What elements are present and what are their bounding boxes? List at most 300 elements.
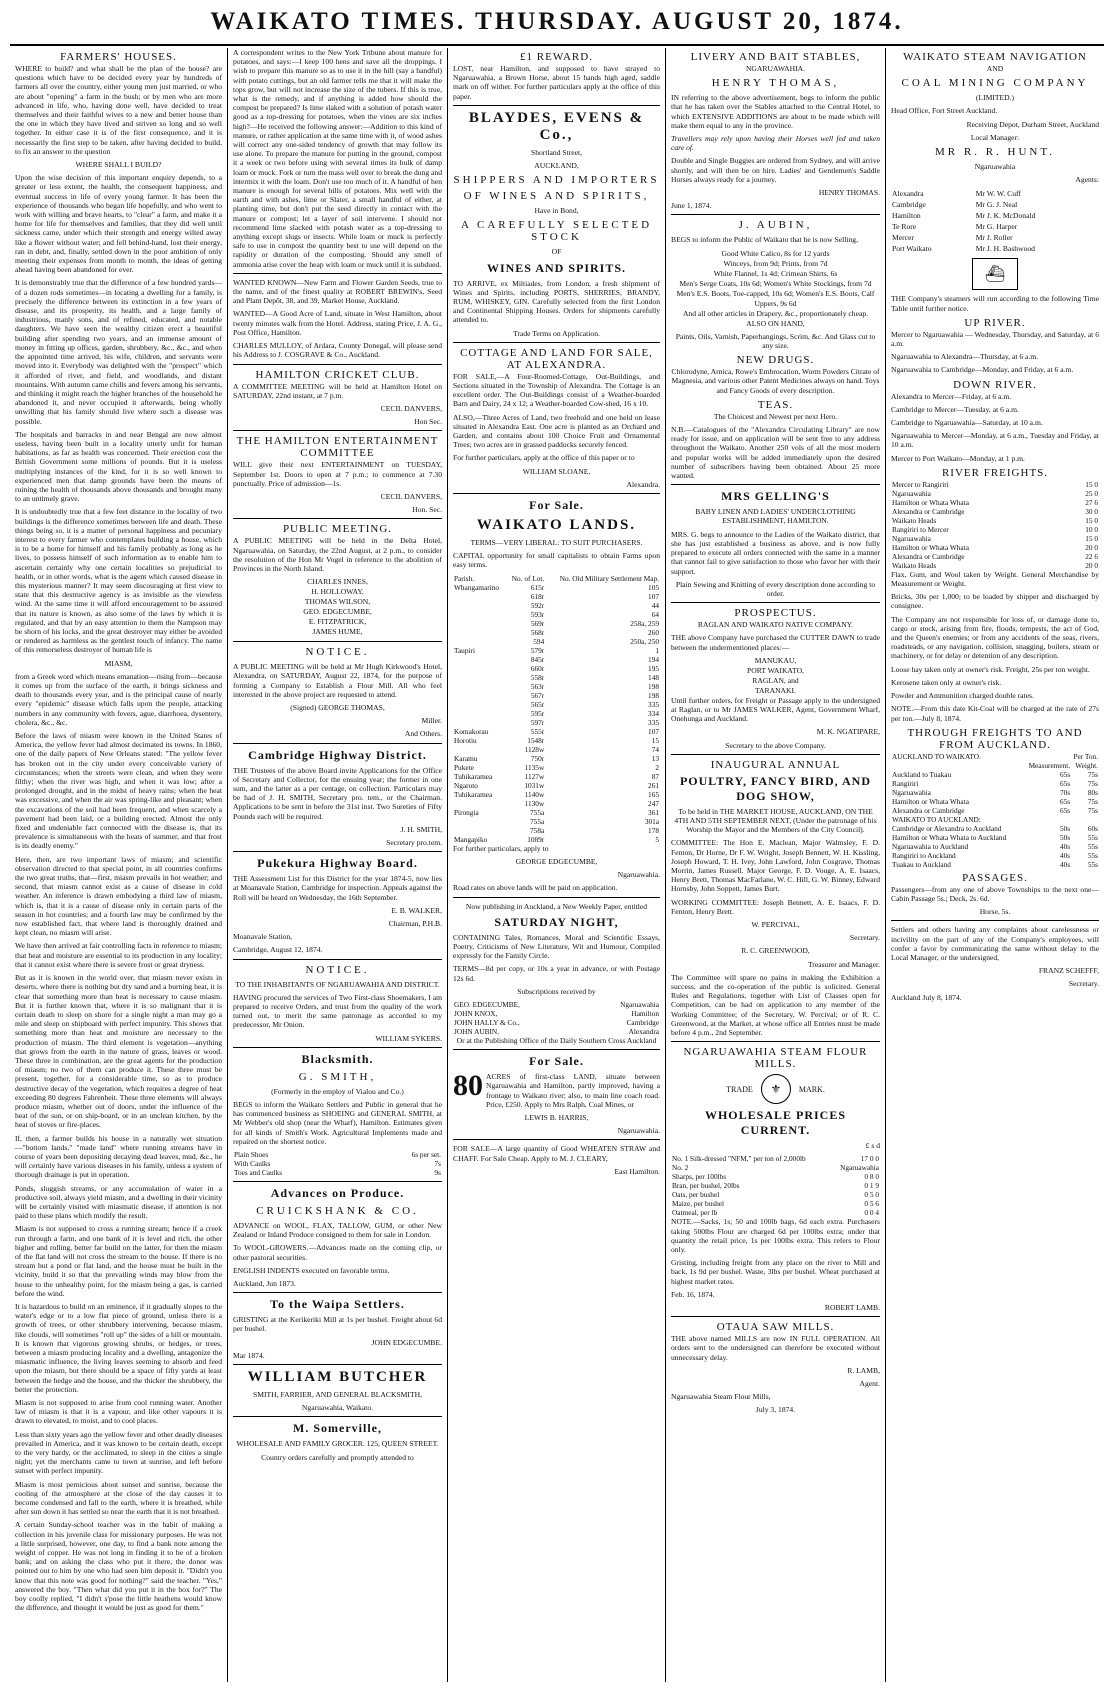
map-cell: 107 [648, 591, 659, 601]
parish-cell [453, 637, 506, 646]
lot-cell: 755a [530, 807, 545, 817]
parish-cell [453, 700, 506, 709]
blacksmith-name: G. SMITH, [298, 1070, 377, 1083]
price-item: No. 2 [672, 1163, 689, 1173]
waipa-signature: JOHN EDGECUMBE. [371, 1337, 442, 1347]
parish-cell: Tuhikaramea [454, 771, 493, 781]
freight-route: Waikato Heads [892, 560, 937, 570]
port-name: PORT WAIKATO, [747, 665, 804, 675]
saw-mills-signature: R. LAMB, [847, 1365, 880, 1375]
price-value: 17 0 0 [860, 1154, 879, 1164]
measurement-rate: 50s [1059, 823, 1071, 833]
freight-route: Ngaruawahia [892, 488, 931, 498]
article-paragraph: But as it is known in the world over, that miasm never exists in deserts, where there is nothing but dry sand and a burning heat, it is clear that something more than heat is necessary to cause miasm. But it is further known that, where it is so malignant that it is certain death to sleep on shore for a single night a man may go a mile and sleep on shipboard with perfect impunity. This shows that something more than heat and moisture are necessary to the production of miasm. The third element is vegetation—anything that grows from the earth in the nature of grass, leaves or wood. These three in combination, are the great agents for the production of miasm; no two of them can produce it. These three must be present, together, for a considerable time, so as to produce destructive decay of the vegetation, which requires a degree of heat exceeding 80 degrees Fahrenheit. These three elements will always produce miasm, whether out of doors, under the influence of the heat of the sun, or on ship-board, or in an unclean kitchen, by the heat of stoves or fire-places. [15, 973, 222, 1130]
weight-rate: 55s [1087, 832, 1098, 842]
parish-cell: Komakorau [454, 726, 489, 736]
divider [233, 273, 442, 274]
passages-title: PASSAGES. [962, 871, 1028, 884]
poultry-signature-2: R. C. GREENWOOD, [741, 946, 810, 956]
parish-cell: Pirongia [454, 807, 479, 817]
farmers-houses-title: FARMERS' HOUSES. [60, 51, 177, 63]
article-paragraph: Miasm is most pernicious about sunset and sunrise, because the cooling of the atmosphere at the close of the day causes it to become condensed and fall to the earth, where it is breathed, while after sun down it has settled so near the earth that it is not breathed. [15, 1479, 222, 1517]
column-3 [448, 48, 666, 1682]
divider [453, 493, 660, 494]
parish-cell: Tuhikaramea [454, 789, 493, 799]
map-cell: 198 [648, 681, 659, 691]
weight-rate: 75s [1087, 796, 1098, 806]
freights-body-6: Powder and Ammunition charged double rates. [891, 691, 1034, 701]
waikato-lands-signature-place: Ngaruawahia. [617, 870, 660, 880]
somerville-body: WHOLESALE AND FAMILY GROCER. 125, QUEEN STREET. [236, 1439, 439, 1449]
freight-route: Hamilton or Whata Whata [892, 542, 969, 552]
lot-cell: 750r [530, 753, 545, 763]
divider [671, 754, 880, 755]
table-row [453, 754, 660, 763]
somerville-foot: Country orders carefully and promptly attended to [261, 1452, 414, 1462]
table-row [453, 637, 660, 646]
lot-cell: 593r [530, 609, 545, 619]
table-row [453, 655, 660, 664]
lot-cell: 1548r [527, 735, 545, 745]
waikato-lands-table [453, 574, 660, 844]
lot-cell: 755a [530, 816, 545, 826]
table-header-row [453, 574, 660, 583]
saw-mills-body: THE above named MILLS are now IN FULL OPERATION. All orders sent to the undersigned can therefore be executed without unnecessary delay. [671, 1334, 880, 1362]
settlers-date: Auckland July 8, 1874. [891, 992, 962, 1002]
river-freights-title: RIVER FREIGHTS. [941, 466, 1049, 479]
map-cell: 335 [648, 717, 659, 727]
freight-row [891, 534, 1099, 543]
price-item: Toes and Caulks [234, 1168, 283, 1178]
gelling-subtitle: BABY LINEN AND LADIES' UNDERCLOTHING ESTABLISHMENT, HAMILTON. [695, 507, 856, 526]
blaydes-city: AUCKLAND, [534, 161, 579, 171]
head-office: Head Office, Fort Street Auckland. [891, 106, 998, 116]
lot-cell: 1089r [527, 834, 545, 844]
table-row [453, 727, 660, 736]
somerville-title: M. Somerville, [293, 1421, 382, 1436]
prospectus-body-2: Until further orders, for Freight or Passage apply to the undersigned at Raglan, or to Mr JAMES WALKER, Agent, Government Wharf, Onehunga and Auckland. [671, 695, 880, 724]
price-value: 0 0 4 [864, 1208, 879, 1218]
price-row [233, 1150, 442, 1159]
signatory-name: GEO. EDGECUMBE, [303, 607, 372, 617]
poultry-committee: COMMITTEE: The Hon E. Maclean, Major Walmsley, F. D. Fenton, Dr Horne, Dr F. W. Wright, Joseph Bennett, W. H. Kissling, Joseph Howard, T. H. Ivey, John Lawford, John Cosgrave, Thomas Morrin, James Russell. Major George, F. D. Vouge, A. E. Isaacs, Henry Brett, Thomas MacFarlane, W. C. Hill, G. W. Binney, Edward Hornsby, John Soppett, James Burt. [671, 838, 881, 894]
schedule-line: Cambridge to Ngaruawahia—Saturday, at 10 a.m. [891, 418, 1043, 428]
map-cell: 87 [651, 771, 659, 781]
agent-row [891, 210, 1099, 221]
agent-row [453, 1018, 660, 1027]
agents-table [891, 188, 1099, 254]
freight-route: Hamilton or Whata Whata [892, 497, 969, 507]
pukekura-place: Moanavale Station, [233, 932, 293, 942]
livery-body: IN referring to the above advertisement, begs to inform the public that he has taken over the Stables attached to the Central Hotel, to which EXTENSIVE ADDITIONS are about to be made which will make them equal to any in the province. [671, 93, 880, 130]
price-value: 0 1 9 [864, 1181, 879, 1191]
blaydes-name: BLAYDES, EVENS & Co., [468, 109, 645, 143]
timetable-intro: THE Company's steamers will run according to the following Time Table until further notice. [891, 294, 1099, 313]
prospectus-signature: M. K. NGATIPARE, [816, 727, 880, 737]
lot-cell: 579r [530, 645, 545, 655]
lot-cell: 758a [530, 825, 545, 835]
waikato-lands-body: CAPITAL opportunity for small capitalists to obtain Farms upon easy terms. [453, 551, 660, 570]
measurement-rate: 50s [1059, 832, 1071, 842]
entertainment-signature-title: Hon. Sec. [412, 505, 442, 515]
freight-row [891, 516, 1099, 525]
blaydes-line-5: OF [551, 247, 562, 257]
saturday-night-intro: Now publishing in Auckland, a New Weekly Paper, entitled [465, 901, 648, 911]
saturday-night-subscriptions: Subscriptions received by [517, 986, 596, 996]
freight-row [891, 507, 1099, 516]
freight-route: Hamilton or Whata Whata [892, 796, 969, 806]
steam-navigation-title: WAIKATO STEAM NAVIGATION [903, 51, 1087, 63]
freight-route: Rangiriri [892, 778, 919, 788]
entertainment-body: WILL give their next ENTERTAINMENT on TUESDAY, September 1st. Doors to open at 7 p.m.; to commence at 7.30 punctually. Price of admission—1s. [233, 460, 442, 488]
cottage-body-2: ALSO,—Three Acres of Land, two freehold and one held on lease situated in Alexandra East. One acre is planted as an Orchard and Garden, and contains about 100 Choice Fruit and Ornamental Trees; two acres are in grassed paddocks securely fenced. [453, 412, 660, 450]
saturday-night-title: SATURDAY NIGHT, [494, 914, 619, 929]
passages-body: Passengers—from any one of above Townships to the next one—Cabin Passage 5s.; Deck, 2s. 6d. [891, 884, 1099, 903]
steam-navigation-and: AND [986, 64, 1004, 73]
signatory-name: E. FITZPATRICK, [308, 617, 367, 627]
freight-route: Ngaruawahia [892, 533, 931, 543]
freight-route: Ngaruawahia to Auckland [892, 841, 969, 851]
agents-label: Agents: [1075, 175, 1099, 185]
price-row [671, 1190, 880, 1199]
divider [671, 214, 880, 215]
saw-mills-signature-title: Agent. [859, 1379, 880, 1389]
cambridge-highway-body: THE Trustees of the above Board invite Applications for the Office of Secretary and Collector, for the ensuing year; the former in one sum, and the latter as a per centage, on collection. Particulars may be had of J. H. SMITH, Secretary pro. tem., or the Chairman. Applications to be sent in before the 31st inst. Two Sureties of Fifty Pounds each will be required. [233, 765, 442, 821]
column-2 [228, 48, 448, 1682]
waipa-body: GRISTING at the Kerikeriki Mill at 1s per bushel. Freight about 6d per bushel. [233, 1315, 442, 1334]
measurement-rate: 65s [1059, 769, 1071, 779]
saw-mills-title: OTAUA SAW MILLS. [716, 1321, 835, 1334]
freight-route: Rangiriri to Mercer [892, 524, 949, 534]
poultry-title-2: POULTRY, FANCY BIRD, AND DOG SHOW, [679, 773, 872, 803]
price-row [671, 1172, 880, 1181]
column-header: AUCKLAND TO WAIKATO. [892, 751, 981, 761]
agent-name: Mr G. J. Neal [975, 200, 1018, 210]
teas-body: The Choicest and Newest per next Hero. [713, 411, 838, 421]
agent-town: Alexandra [892, 189, 924, 199]
through-freights-table [891, 752, 1099, 869]
table-row [453, 646, 660, 655]
map-cell: 64 [651, 609, 659, 619]
blacksmith-subtitle: (Formerly in the employ of Vialou and Co.) [271, 1086, 404, 1096]
article-paragraph: It is hazardous to build on an eminence, if it gradually slopes to the water's edge or to a low flat piece of ground, unless there is a growth of trees, or other shrubbery intervening, because miasm, like clouds, will sometimes "roll up" the sides of a hill or mountain. It is known that vigorous growing shrubs, or hedges, or trees, between a miasm producing locality and a dwelling, antagonize the miasmatic influence, the living leaves seeming to absorb and feed upon the miasm, but there should be a space of fifty yards at least between the hedge and the house, and the thicker the shrubbery, the better the protection. [15, 1302, 222, 1394]
butcher-name: WILLIAM BUTCHER [247, 1369, 428, 1386]
livery-name: HENRY THOMAS, [711, 77, 840, 90]
map-cell: 1 [655, 645, 659, 655]
freight-route: Alexandra or Cambridge [892, 551, 965, 561]
trade-mark [671, 1074, 880, 1104]
divider [891, 920, 1099, 921]
stock-item: White Flannel, 1s 4d; Crimean Shirts, 6s [713, 268, 838, 278]
weight-rate: 55s [1087, 859, 1098, 869]
port-name: MANUKAU, [754, 655, 797, 665]
article-subheading: WHERE SHALL I BUILD? [75, 160, 162, 170]
map-cell: 261 [648, 780, 659, 790]
saturday-night-body: CONTAINING Tales, Romances, Moral and Scientific Essays, Poetry, Criticisms of New Literature, Wit and Humour, Compiled expressly for the Family Circle. [453, 932, 660, 961]
parish-cell: Pukete [454, 762, 474, 772]
price-item: Bran, per bushel, 20lbs [672, 1181, 740, 1191]
masthead-rule [10, 44, 1104, 46]
measurement-rate: 40s [1059, 841, 1071, 851]
blaydes-terms: Trade Terms on Application. [513, 328, 600, 338]
table-row [453, 826, 660, 835]
blacksmith-title: Blacksmith. [301, 1051, 374, 1066]
price-row [671, 1163, 880, 1172]
table-row [453, 808, 660, 817]
schedule-line: Ngaruawahia to Mercer—Monday, at 6 a.m., Tuesday and Friday, at 10 a.m. [891, 431, 1099, 450]
freight-rate: 22 6 [1085, 551, 1098, 561]
freights-body-5: Kerosene taken only at owner's risk. [891, 677, 1002, 687]
cricket-club-signature: CECIL DANVERS, [380, 403, 442, 413]
cricket-club-signature-title: Hon Sec. [414, 417, 442, 427]
freight-row [891, 770, 1099, 779]
map-cell: 148 [648, 672, 659, 682]
cricket-club-title: HAMILTON CRICKET CLUB. [255, 368, 420, 381]
waikato-lands-note: Road rates on above lands will be paid on application. [453, 883, 618, 893]
column-header: No. of Lot. [511, 573, 545, 583]
map-cell: 15 [651, 735, 659, 745]
divider [671, 484, 880, 485]
lot-cell: 563r [530, 681, 545, 691]
divider [453, 105, 660, 106]
lot-cell: 660r [530, 663, 545, 673]
blaydes-line-4: A CAREFULLY SELECTED STOCK [460, 219, 653, 244]
gelling-title: MRS GELLING'S [721, 489, 830, 504]
farmers-houses-article [15, 64, 222, 1613]
freights-body: Flax, Gum, and Wool taken by Weight. General Merchandise by Measurement or Weight. [891, 569, 1099, 589]
freight-row [891, 525, 1099, 534]
waikato-lands-foot: For further particulars, apply to [453, 843, 549, 853]
freights-body-2: Bricks, 30s per 1,000; to be loaded by shipper and discharged by consignee. [891, 592, 1099, 611]
freights-body-7: NOTE.—From this date Kit-Coal will be charged at the rate of 27s per ton.—July 8, 1874. [891, 704, 1099, 723]
teas-title: TEAS. [757, 398, 794, 411]
potato-manure-article: A correspondent writes to the New York Tribune about manure for potatoes, and says:—I keep 100 hens and save all the droppings. I wish to prepare this manure so as to use it in the hill (say a handful) with potato cuttings, but an old farmer tells me that it will make the tops grow, but will not increase the size of the tubers. If this is true, what is the remedy, and if anything is added how should the compost be prepared? Is lime slaked with a solution of potash water good as a top-dressing for potatoes, when the vines are six inches high?—He received the following answer:—Addition to this kind of manure, or rather application at the same time with it, of wood ashes will correct any one-sided tendency of growth that may follow its use alone. To prepare the manure for putting in the ground, compost it a week or two before using with several times its bulk of damp loam or muck. Fork or turn the mass well over to break the dung and intermix it with the loam. Don't use too much of it. A handful of hen manure is enough for several hills of potatoes. Mix well with the earth and with ashes, lime or Slater, a small handful of either, at planting time, but don't put the seed directly in contact with the manure or compost; let a layer of soil intervene. I should not recommend lime slacked with potash water as a top-dressing to anything except slugs or insects. While loam or muck is perfectly safe to use in compost the quantity best to use will depend on the rapidity or duration of the composting. Should any smell of ammonia arise cover the heap with loam or muck until it is subdued. [233, 48, 442, 269]
parish-cell [453, 718, 506, 727]
waipa-date: Mar 1874. [233, 1350, 265, 1360]
stock-item: Men's E.S. Boots, Toe-capped, 10s 6d; Women's E.S. Boots, Calf Uppers, 9s 6d [676, 288, 875, 308]
down-river-title: DOWN RIVER. [953, 378, 1037, 391]
divider [671, 1041, 880, 1042]
wanted-seeds-ad: WANTED KNOWN—New Farm and Flower Garden Seeds, true to the name, and of the finest quality at ROBERT BREWIN's, Seed and Plant Depôt, 38, and 39, Market House, Auckland. [233, 277, 442, 306]
table-row [453, 736, 660, 745]
waikato-lands-signature: GEORGE EDGECUMBE, [515, 856, 598, 866]
prospectus-subtitle: RAGLAN AND WAIKATO NATIVE COMPANY. [697, 620, 854, 630]
article-paragraph: Less than sixty years ago the yellow fever and other deadly diseases prevailed in America, and it was known to be certain death, except to the very hardy, or the acclimated, to sleep in the cities a single night; yet the merchants came to town at sunrise, and left before sunset with perfect impunity. [15, 1429, 222, 1476]
blaydes-line-3: Have in Bond, [534, 206, 579, 216]
lot-cell: 1130w [524, 798, 545, 808]
notice2-signature: WILLIAM SYKERS. [375, 1033, 442, 1043]
map-cell: 361 [648, 807, 659, 817]
livery-date: June 1, 1874. [671, 201, 712, 211]
notice-body: A PUBLIC MEETING will be held at Mr Hugh Kirkwood's Hotel, Alexandra, on SATURDAY, August 22, 1874, for the purpose of forming a Company to Establish a Flour Mill. All who feel interested in the above project are requested to attend. [233, 662, 442, 699]
weight-rate: 75s [1087, 805, 1098, 815]
column-5 [886, 48, 1104, 1682]
freight-row [891, 851, 1099, 860]
masthead: WAIKATO TIMES. THURSDAY. AUGUST 20, 1874. [210, 8, 904, 35]
lot-cell: 558r [530, 672, 545, 682]
freight-route: Alexandra or Cambridge [892, 506, 965, 516]
reward-body: LOST, near Hamilton, and supposed to have strayed to Ngaruawahia, a Brown Horse, about 15 hands high aged, saddle mark on off wither. For further particulars apply at the office of this paper. [453, 64, 660, 101]
map-cell: 44 [651, 600, 659, 610]
lot-cell: 615r [530, 582, 545, 592]
local-manager-label: Local Manager: [970, 132, 1020, 142]
mills-date: Feb. 16, 1874. [671, 1289, 715, 1299]
weight-rate: 55s [1087, 841, 1098, 851]
entertainment-signature: CECIL DANVERS, [380, 491, 442, 501]
notice-signature: (Signed) GEORGE THOMAS, [290, 702, 385, 712]
mulloy-notice: CHARLES MULLOY, of Ardara, County Donegal, will please send his Address to J. COSGRAVE & Co., Auckland. [233, 341, 442, 360]
schedule-line: Alexandra to Mercer—Friday, at 6 a.m. [891, 391, 1012, 401]
river-freights-table [891, 480, 1099, 570]
table-subheader-row [891, 761, 1099, 770]
agent-row [891, 188, 1099, 199]
freight-route: Cambridge or Alexandra to Auckland [892, 823, 1002, 833]
lot-cell: 1127w [524, 771, 545, 781]
measurement-rate: 65s [1059, 805, 1071, 815]
parish-cell [453, 619, 506, 628]
column-header: Parish. [454, 573, 475, 583]
freight-rate: 20 0 [1085, 542, 1098, 552]
freight-rate: 15 0 [1085, 515, 1098, 525]
price-item: Maize, per bushel [672, 1199, 725, 1209]
wanted-land-ad: WANTED—A Good Acre of Land, situate in West Hamilton, about twenty minutes walk from the Hotel. Address, stating Price, J. A. G., Post Office, Hamilton. [233, 309, 442, 337]
article-paragraph: The hospitals and barracks in and near Bengal are now almost useless, having been built in a locality utterly unfit for human habitations, as far as health was concerned. Their erection cost the British Government some millions of pounds. But it is useless multiplying instances of the kind, for it is so well known to experienced men that damp grounds have been the means of ruining the health of thousands above thousands and brought many to an untimely grave. [15, 429, 222, 504]
mark-label: MARK. [798, 1084, 825, 1094]
agent-town: Hamilton [892, 211, 921, 221]
lot-cell: 592r [530, 600, 545, 610]
acres-signature-place: Ngaruawahia. [617, 1126, 660, 1136]
freight-row [891, 543, 1099, 552]
notice2-subtitle: TO THE INHABITANTS OF NGARUAWAHIA AND DISTRICT. [235, 979, 440, 989]
column-subheader: Weight. [1075, 760, 1098, 770]
agent-row [891, 221, 1099, 232]
agent-name: Mr J. H. Bashwood [975, 244, 1035, 254]
blaydes-line-6: WINES AND SPIRITS. [486, 260, 627, 275]
blacksmith-price-table [233, 1150, 442, 1177]
freight-rate: 10 0 [1085, 524, 1098, 534]
poultry-working-committee: WORKING COMMITTEE: Joseph Bennett, A. E. Isaacs, F. D. Fenton, Henry Brett. [671, 897, 880, 916]
signatory-name: H. HOLLOWAY, [311, 587, 364, 597]
column-4 [666, 48, 886, 1682]
mills-note: NOTE.—Sacks, 1s; 50 and 100lb bags, 6d each extra. Purchasers taking 500lbs Flour are charged 6d per 100lbs extra; under that quantity the retail price, 1s per 100lbs extra. This refers to Flour only. [671, 1217, 880, 1255]
lot-cell: 1140w [524, 789, 545, 799]
parish-cell [453, 826, 506, 835]
price-value: 7s [434, 1159, 441, 1169]
parish-cell [453, 592, 506, 601]
butcher-subtitle: SMITH, FARRIER, AND GENERAL BLACKSMITH, [253, 1390, 422, 1400]
article-paragraph: It is demonstrably true that the difference of a few hundred yards—of a dozen rods sometimes—in locating a dwelling for a family, is precisely the difference between its extinction in a few years of disease, and its prosperity, its health, and a large family of industrious, manly sons, and of refined, educated, and notable daughters. We have seen the wealthy citizen erect a beautiful building after spending two years, and an immense amount of money in fitting up offices, garden, shrubbery, &c., &c., and when the appointed time arrived, his wife, children, and servants were moved into it. Everybody was delighted with the "prospect" which it afforded of river, and field, and woodlands, and distant mountains. With autumn came chills and fevers among his servants, and thinking it might reach the higher branches of the household he abandoned it, and never occupied it afterwards, being wholly unwilling that his family should live where such a disease was possible. [15, 278, 222, 426]
table-row [453, 673, 660, 682]
mills-note-2: Gristing, including freight from any place on the river to Mill and back, 1s 9d per bushel. Waste, 3lbs per bushel. Wheat purchased at highest market rates. [671, 1258, 880, 1286]
parish-cell [453, 691, 506, 700]
stock-item: Good White Calico, 8s for 12 yards [721, 248, 830, 258]
article-paragraph: If, then, a farmer builds his house in a naturally wet situation—"bottom lands," "made land" where running streams have in course of years been depositing decaying dead leaves, mud, &c., he will certainly have various diseases in his family, unless a system of thorough drainage is put in operation. [15, 1133, 222, 1180]
price-item: Oats, per bushel [672, 1190, 720, 1200]
parish-cell [453, 628, 506, 637]
parish-cell: Whangamarino [454, 582, 499, 592]
parish-cell: Taupiri [454, 645, 475, 655]
pukekura-signature-title: Chairman, P.H.B. [388, 919, 442, 928]
freight-row [891, 824, 1099, 833]
price-value: 0 5 6 [864, 1199, 879, 1209]
saturday-night-terms: TERMS—8d per copy, or 10s a year in advance, or with Postage 12s 6d. [453, 964, 660, 983]
lot-cell: 618r [530, 591, 545, 601]
parish-cell [453, 610, 506, 619]
trade-label: TRADE [726, 1084, 753, 1094]
freights-body-3: The Company are not responsible for loss of, or damage done to, cargo or stock, arising from fire, floods, tempests, the act of God, and the Queen's enemies; or from any accidents of the seas, rivers, roadsteads, or any navigation, collision, snagging, boilers, steam or machinery, or for delay or detention of any description. [891, 614, 1099, 661]
lot-cell: 594 [533, 636, 545, 646]
map-cell: 250a, 250 [630, 636, 659, 646]
table-row [453, 835, 660, 844]
schedule-line: Mercer to Port Waikato—Monday, at 1 p.m. [891, 453, 1025, 463]
divider [233, 641, 442, 642]
freight-rate: 20 0 [1085, 560, 1098, 570]
table-row [453, 817, 660, 826]
schedule-line: Ngaruawahia to Cambridge—Monday, and Friday, at 6 a.m. [891, 365, 1074, 375]
map-cell: 13 [651, 753, 659, 763]
agent-town: Cambridge [892, 200, 926, 210]
lot-cell: 567r [530, 690, 545, 700]
column-header: No. Old Military Settlement Map. [559, 573, 659, 583]
for-sale-title-2: For Sale. [529, 1054, 584, 1069]
article-paragraph: Before the laws of miasm were known in the United States of America, the yellow fever had almost decimated its towns. In 1860, one of the daily papers of New Orleans stated: "The yellow fever has broken out in the city under every conceivable variety of circumstances; when the streets were clean, and when they were filthy; when the river was high, and when it was low; after a prolonged drought, and in the midst of heavy rains; when the heat was excessive, and when the air was spring-like and pleasant; when the excavations of the soil had been frequent, and when scarcely a pavement had been laid, or a building erected. Almost the only fixed and undeniable fact connected with the disease is, that its prevalence is simultaneous with the heats of summer, and that frost is its deadly enemy." [15, 731, 222, 851]
cottage-title: COTTAGE AND LAND FOR SALE, AT ALEXANDRA. [460, 346, 653, 371]
blaydes-line-1: SHIPPERS AND IMPORTERS [453, 174, 660, 187]
weight-rate: 55s [1087, 850, 1098, 860]
port-name: TARANAKI. [755, 685, 796, 695]
divider [453, 1139, 660, 1140]
stock-item: Men's Serge Coats, 10s 6d; Women's White Stockings, from 7d [679, 278, 872, 288]
aubin-items [671, 249, 880, 319]
aubin-body: BEGS to inform the Public of Waikato that he is now Selling, [671, 235, 858, 245]
waikato-lands-title: WAIKATO LANDS. [476, 517, 637, 534]
article-paragraph: A certain Sunday-school teacher was in the habit of making a collection in his juvenile class for missionary purposes. He was not a little surprised, however, one day, to find a bank note among the weight of copper. He was not long in finding it to be of a broken bank; and on asking the class who put it there, the donor was pointed out to him by one who had seen him deposit it. "Didn't you know that this note was good for nothing?" said the teacher. "Yes," answered the boy. "Then what did you put it in the box for?" The boy coolly replied, "I didn't s'pose the little heathens would know the difference, and thought it would be just as good for them." [15, 1520, 222, 1613]
freight-rate: 27 6 [1085, 497, 1098, 507]
cambridge-highway-signature-title: Secretary pro.tem. [386, 837, 442, 847]
divider [233, 1416, 442, 1417]
prospectus-signature-title: Secretary to the above Company. [725, 740, 826, 750]
blacksmith-body: BEGS to inform the Waikato Settlers and Public in general that he has commenced business as SHOEING and GENERAL SMITH, at Mr Webber's old shop (near the Wharf), Hamilton. Estimates given for all kinds of Smith's Work. Agricultural Implements made and repaired on the shortest notice. [233, 1100, 442, 1146]
waipa-title: To the Waipa Settlers. [270, 1297, 405, 1312]
freight-route: Rangiriri to Auckland [892, 850, 956, 860]
parish-cell [453, 664, 506, 673]
freight-route: Auckland to Tuakau [892, 769, 952, 779]
table-row [453, 601, 660, 610]
measurement-rate: 65s [1059, 778, 1071, 788]
article-paragraph: Here, then, are two important laws of miasm; and scientific observation directed to that special point, in all countries confirms the two great truths, that—first, miasm prevails in hot weather; and second, that miasm cannot exist as a cause of disease in cold weather. An inference is drawn embodying a third law of miasm, which is, that it is a cause of disease only in certain parts of the season in hot countries; and a fourth law may be confirmed by the now established fact, that where land is thoroughly drained and kept clean, no miasm will arise. [15, 854, 222, 938]
parish-cell [453, 799, 506, 808]
measurement-rate: 70s [1059, 787, 1071, 797]
lot-cell: 555r [530, 726, 545, 736]
agent-place: Ngaruawahia [620, 999, 659, 1009]
freight-row [891, 779, 1099, 788]
straw-ad-body: FOR SALE—A large quantity of Good WHEATEN STRAW and CHAFF. For Sale Cheap. Apply to M. J. CLEARY, [453, 1144, 660, 1163]
table-row [453, 745, 660, 754]
freight-rate: 15 0 [1085, 533, 1098, 543]
entertainment-title: THE HAMILTON ENTERTAINMENT COMMITTEE [236, 435, 439, 460]
parish-cell [453, 745, 506, 754]
map-cell: 2 [655, 762, 659, 772]
livery-signature: HENRY THOMAS. [818, 188, 880, 198]
lot-cell: 569r [530, 618, 545, 628]
map-cell: 74 [651, 744, 659, 754]
notice2-body: HAVING procured the services of Two First-class Shoemakers, I am prepared to receive Orders, and trust from the quality of the work turned out, to merit the same patronage as accorded to my predecessor, Mr Onion. [233, 992, 442, 1030]
lot-cell: 845r [530, 654, 545, 664]
article-paragraph: from a Greek word which means emanation—rising from—because it comes up from the surface of the earth, it brings sickness and death to thousands every year, and is the principal cause of nearly every "epidemic" disease which falls upon the people, attacking numbers in any community with fevers, ague, diarrhoea, dysentery, cholera, &c., &c. [15, 671, 222, 727]
lot-cell: 565r [530, 699, 545, 709]
table-row [453, 583, 660, 592]
straw-ad-signature: East Hamilton. [614, 1166, 660, 1176]
